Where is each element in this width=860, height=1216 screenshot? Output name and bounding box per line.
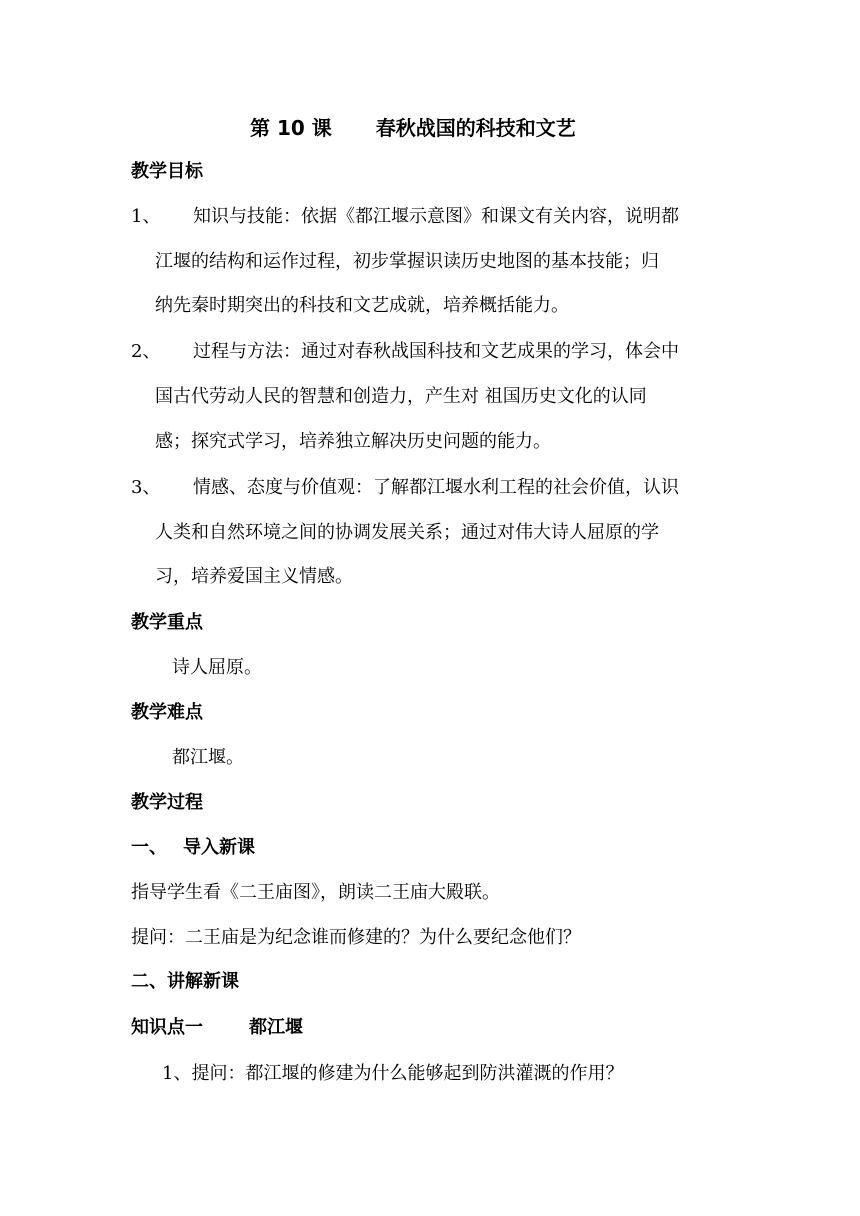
key-point-text: 诗人屈原。 <box>172 657 262 678</box>
objective-item-3-line-3: 习，培养爱国主义情感。 <box>155 566 353 587</box>
objective-item-3-line-1 <box>131 477 679 499</box>
objective-item-2-line-2: 国古代劳动人民的智慧和创造力，产生对 祖国历史文化的认同 <box>155 386 647 407</box>
objective-item-2-line-1 <box>131 341 679 363</box>
key-point-heading: 教学重点 <box>131 612 203 633</box>
objective-item-2-line-3: 感；探究式学习，培养独立解决历史问题的能力。 <box>155 431 551 452</box>
question-1: 1、提问：都江堰的修建为什么能够起到防洪灌溉的作用？ <box>162 1063 624 1084</box>
lesson-topic: 春秋战国的科技和文艺 <box>375 116 576 140</box>
section-1-number: 一、 <box>131 837 167 858</box>
objective-item-1-number: 1、 <box>131 206 161 227</box>
knowledge-point-name: 都江堰 <box>249 1017 303 1038</box>
objective-item-1-line-1 <box>131 206 679 228</box>
objective-item-3-line-2: 人类和自然环境之间的协调发展关系；通过对伟大诗人屈原的学 <box>155 522 659 543</box>
section-1-line-1: 指导学生看《二王庙图》，朗读二王庙大殿联。 <box>131 882 500 903</box>
section-2-heading: 二、讲解新课 <box>131 971 239 992</box>
lesson-title <box>250 117 576 139</box>
lesson-number: 第 10 课 <box>250 116 332 140</box>
objective-text: 情感、态度与价值观：了解都江堰水利工程的社会价值，认识 <box>193 477 679 498</box>
section-1-title: 导入新课 <box>183 837 255 858</box>
difficulty-heading: 教学难点 <box>131 702 203 723</box>
section-1-line-2: 提问：二王庙是为纪念谁而修建的？为什么要纪念他们？ <box>131 927 581 948</box>
objective-item-2-number: 2、 <box>131 341 161 362</box>
process-heading: 教学过程 <box>131 792 203 813</box>
objectives-heading: 教学目标 <box>131 161 203 182</box>
objective-text: 知识与技能：依据《都江堰示意图》和课文有关内容，说明都 <box>193 206 679 227</box>
objective-item-1-line-3: 纳先秦时期突出的科技和文艺成就，培养概括能力。 <box>155 295 569 316</box>
objective-text: 过程与方法：通过对春秋战国科技和文艺成果的学习，体会中 <box>193 341 679 362</box>
difficulty-text: 都江堰。 <box>172 747 244 768</box>
objective-item-1-line-2: 江堰的结构和运作过程，初步掌握识读历史地图的基本技能；归 <box>155 251 659 272</box>
knowledge-point-label: 知识点一 <box>131 1017 203 1038</box>
objective-item-3-number: 3、 <box>131 477 161 498</box>
section-1-heading <box>131 837 255 859</box>
knowledge-point-heading <box>131 1017 303 1039</box>
